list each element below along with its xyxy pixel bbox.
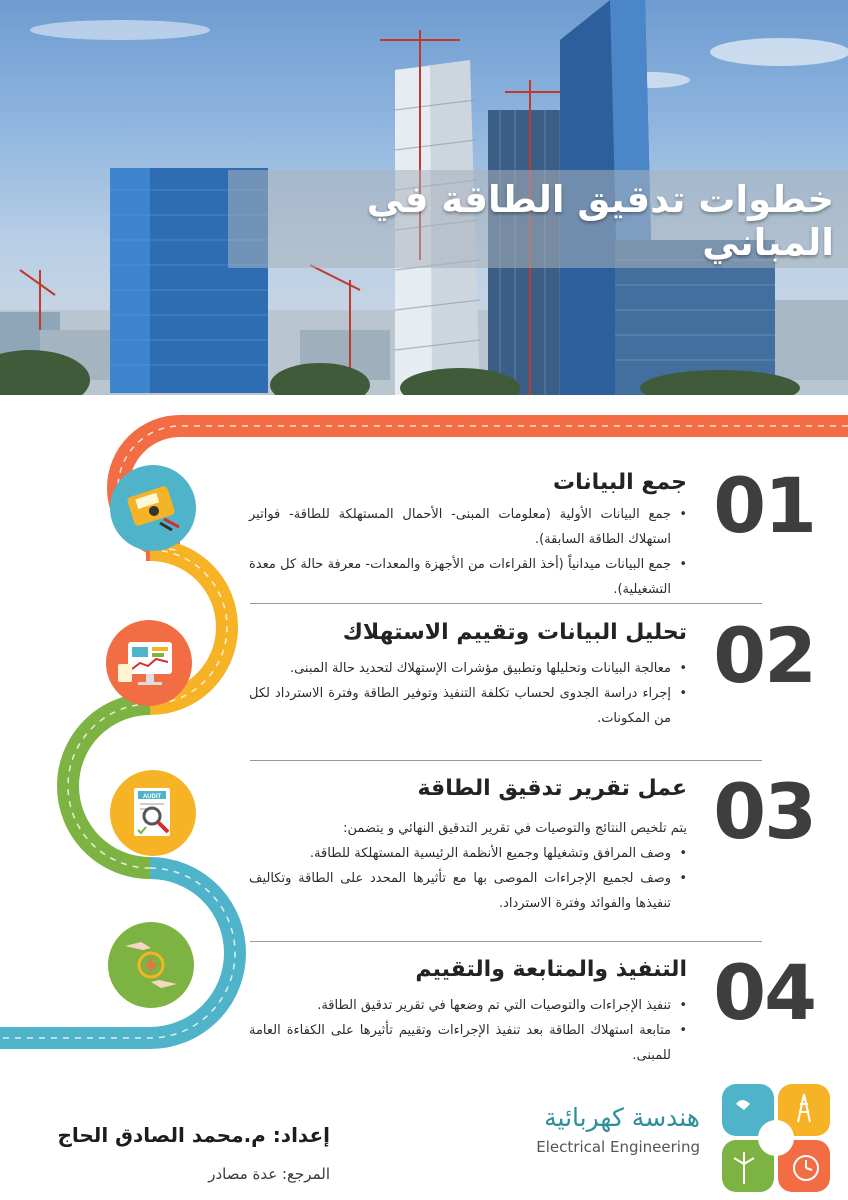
hands-energy-icon xyxy=(108,922,194,1008)
reference-note: المرجع: عدة مصادر xyxy=(208,1165,330,1183)
page-title: خطوات تدقيق الطاقة في المباني xyxy=(366,178,834,264)
analytics-dashboard-icon xyxy=(106,620,192,706)
step-03 xyxy=(249,767,815,944)
step-body xyxy=(249,816,687,916)
step-04 xyxy=(249,948,815,1095)
list-item: • وصف المرافق وتشغيلها وجميع الأنظمة الرئيسية المستهلكة للطاقة. xyxy=(249,841,687,866)
step-number: 01 xyxy=(713,461,815,550)
step-title: عمل تقرير تدقيق الطاقة xyxy=(417,776,687,801)
author-credit: إعداد: م.محمد الصادق الحاج xyxy=(57,1123,330,1147)
step-intro: يتم تلخيص النتائج والتوصيات في تقرير التدقيق النهائي و يتضمن: xyxy=(343,821,687,836)
multimeter-icon xyxy=(110,465,196,551)
step-number: 04 xyxy=(713,948,815,1037)
step-body xyxy=(249,502,687,602)
divider xyxy=(250,603,762,604)
step-number: 03 xyxy=(713,767,815,856)
audit-report-icon xyxy=(110,770,196,856)
svg-text:AUDIT: AUDIT xyxy=(142,794,162,800)
list-item: • متابعة استهلاك الطاقة بعد تنفيذ الإجراءات وتقييم تأثيرها على الكفاءة العامة للمبنى. xyxy=(249,1018,687,1068)
step-title: جمع البيانات xyxy=(553,470,687,495)
step-body xyxy=(249,656,687,731)
brand-name-english: Electrical Engineering xyxy=(536,1138,700,1156)
brand-name-arabic: هندسة كهربائية xyxy=(544,1103,700,1132)
step-body xyxy=(249,993,687,1068)
step-02 xyxy=(249,611,815,758)
divider xyxy=(250,941,762,942)
step-title: تحليل البيانات وتقييم الاستهلاك xyxy=(342,620,687,645)
hero-banner xyxy=(0,0,848,395)
list-item: • جمع البيانات الأولية (معلومات المبنى- الأحمال المستهلكة للطاقة- فواتير استهلاك الطاقة السابقة). xyxy=(249,502,687,552)
step-01 xyxy=(249,461,815,608)
list-item: • معالجة البيانات وتحليلها وتطبيق مؤشرات الإستهلاك لتحديد حالة المبنى. xyxy=(249,656,687,681)
electrical-engineering-logo xyxy=(720,1082,832,1194)
list-item: • تنفيذ الإجراءات والتوصيات التي تم وضعها في تقرير تدقيق الطاقة. xyxy=(249,993,687,1018)
divider xyxy=(250,760,762,761)
list-item: • جمع البيانات ميدانياً (أخذ القراءات من الأجهزة والمعدات- معرفة حالة كل معدة التشغيلية). xyxy=(249,552,687,602)
step-number: 02 xyxy=(713,611,815,700)
step-title: التنفيذ والمتابعة والتقييم xyxy=(415,957,687,982)
list-item: • وصف لجميع الإجراءات الموصى بها مع تأثيرها المحدد على الطاقة وتكاليف تنفيذها والفوائد وفترة الاسترداد. xyxy=(249,866,687,916)
list-item: • إجراء دراسة الجدوى لحساب تكلفة التنفيذ وتوفير الطاقة وفترة الاسترداد لكل من المكونات. xyxy=(249,681,687,731)
